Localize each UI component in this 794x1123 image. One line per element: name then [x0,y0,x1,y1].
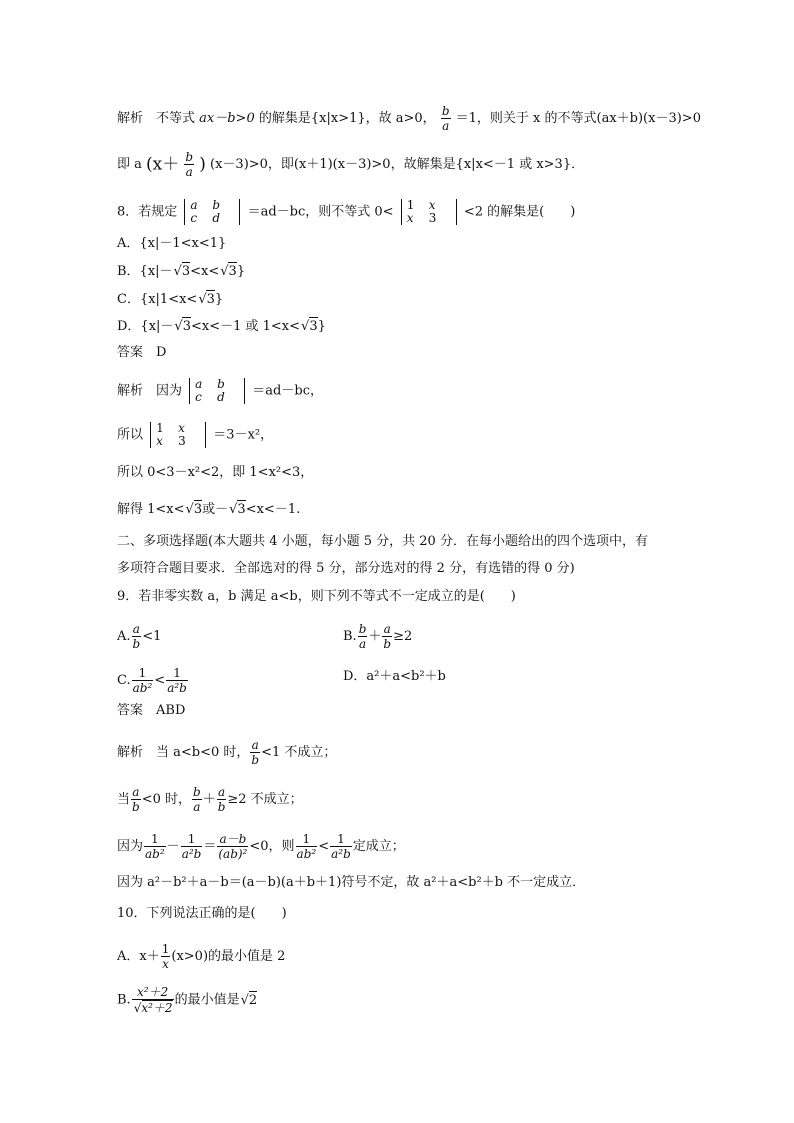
q9-option-d: D．a²＋a<b²＋b [343,669,446,684]
q9-option-a: A. $\frac{a}{b}$ <1 [117,622,162,651]
determinant-1x-x3: 1 x x 3 [401,199,457,225]
q9-solution-1: 解析 当 a<b<0 时， $\frac{a}{b}$ <1 不成立； [117,738,337,767]
determinant-1x-x3: 1 x x 3 [150,422,206,448]
fraction-1-over-ab2: $\frac{1}{\text{ab²}}$ [132,666,153,695]
text: 的解集是{x|x>1}，故 a>0， [258,111,436,126]
q10-option-a: A．x＋ $\frac{1}{x}$ (x>0)的最小值是 2 [117,942,286,971]
fraction-1-over-ab2: $\frac{1}{\text{ab²}}$ [296,832,317,861]
q9-solution-2: 当 $\frac{a}{b}$ <0 时， $\frac{b}{a}$ ＋ $\frac{a}{b}$ ≥2 不成立； [117,785,303,814]
q8-option-a [117,235,226,253]
q8-stem [117,199,575,225]
fraction-1-over-a2b: $\frac{1}{\text{a²b}}$ [331,832,351,861]
text: 答案 D [117,345,167,360]
q9-option-b: B. $\frac{b}{a}$ ＋ $\frac{a}{b}$ ≥2 [343,622,413,651]
math-paren: ) [199,154,206,175]
fraction-a-over-b: $\frac{a}{b}$ [132,622,141,651]
sqrt-3: √ 3 [206,290,215,309]
sqrt-3: √ 3 [182,262,191,281]
fraction-b-over-a: $\frac{b}{a}$ [441,104,450,133]
q8-option-b: B．{x|－√ 3<x<√ 3} [117,262,245,281]
sqrt-3: √ 3 [309,317,318,336]
text: A．{x|－1<x<1} [117,236,227,251]
sqrt-2: √ 2 [249,991,258,1010]
section2-heading-2: 多项符合题目要求．全部选对的得 5 分，部分选对的得 2 分，有选错的得 0 分) [117,561,575,576]
text: ＝1，则关于 x 的不等式(ax＋b)(x－3)>0 [455,111,701,126]
math-expr: ax－b>0 [199,111,255,126]
q8-answer [117,344,166,362]
text: ＝ad－bc，则不等式 0< [247,204,394,220]
q8-option-d: D．{x|－√ 3<x<－1 或 1<x<√ 3} [117,317,326,336]
fraction-b-over-a: $\frac{b}{a}$ [193,785,201,814]
q8-solution-2: 所以 1 x x 3 ＝3－x²， [117,421,274,448]
q9-option-c: C. $\frac{1}{\text{ab²}}$ < $\frac{1}{\text{a²b}}$ [117,666,187,695]
fraction-1-over-x: $\frac{1}{x}$ [161,942,170,971]
fraction-1-over-a2b: $\frac{1}{\text{a²b}}$ [167,666,187,695]
fraction-a-minus-b-over-ab-sq: $\frac{a-b}{\text{(ab)²}}$ [218,832,248,861]
text: (x－3)>0，即(x＋1)(x－3)>0，故解集是{x|x<－1 或 x>3}． [210,157,585,172]
text: 即 a [117,157,142,172]
determinant-abcd: a b c d [184,199,240,225]
fraction-a-over-b: $\frac{a}{b}$ [132,785,140,814]
sqrt-3: √ 3 [182,317,191,336]
text: 8．若规定 [117,204,178,220]
section2-heading-1: 二、多项选择题(本大题共 4 小题，每小题 5 分，共 20 分．在每小题给出的四个选项中，有 [117,534,648,549]
q8-solution-4: 解得 1<x<√ 3或－√ 3<x<－1. [117,500,300,519]
sqrt-3: √ 3 [237,500,246,519]
q8-option-c: C．{x|1<x<√ 3} [117,290,223,309]
q8-solution-1: 解析 因为 a b c d ＝ad－bc， [117,377,323,404]
fraction-a-over-b: $\frac{a}{b}$ [251,738,260,767]
sqrt-3: √ 3 [228,262,237,281]
intro-solution-line1 [117,104,701,133]
fraction-b-over-a: $\frac{b}{a}$ [185,150,194,179]
fraction-1-over-ab2: $\frac{1}{\text{ab²}}$ [145,832,165,861]
fraction-a-over-b: $\frac{a}{b}$ [217,785,226,814]
fraction-b-over-a: $\frac{b}{a}$ [358,622,367,651]
q9-solution-4: 因为 a²－b²＋a－b＝(a－b)(a＋b＋1)符号不定，故 a²＋a<b²＋b 不一定成立． [117,875,586,890]
fraction-1-over-a2b: $\frac{1}{\text{a²b}}$ [181,832,202,861]
q9-solution-3: 因为 $\frac{1}{\text{ab²}}$ － $\frac{1}{\text{a²b}}$ ＝ $\frac{a-b}{\text{(ab)²}}$ <0，则 $\frac{1}{\text{ab²}}$ < $\frac{1}{\text{a²b}}$ 定成立； [117,832,405,861]
q9-answer: 答案 ABD [117,703,186,718]
sqrt-3: √ 3 [194,500,203,519]
fraction-x2p2-over-sqrt: x²＋2 √ x²＋2 [132,985,174,1015]
determinant-abcd: a b c d [189,378,245,404]
q9-stem: 9．若非零实数 a，b 满足 a<b，则下列不等式不一定成立的是( ) [117,589,516,604]
q10-stem: 10．下列说法正确的是( ) [117,906,287,921]
math-paren: (x＋ [146,154,180,175]
text: 解析 不等式 [117,111,196,126]
q10-option-b: B. x²＋2 √ x²＋2 的最小值是√ 2 [117,985,257,1015]
fraction-a-over-b: $\frac{a}{b}$ [383,622,392,651]
text: <2 的解集是( ) [463,204,576,220]
q8-solution-3: 所以 0<3－x²<2，即 1<x²<3， [117,465,314,480]
intro-solution-line2 [117,150,584,179]
